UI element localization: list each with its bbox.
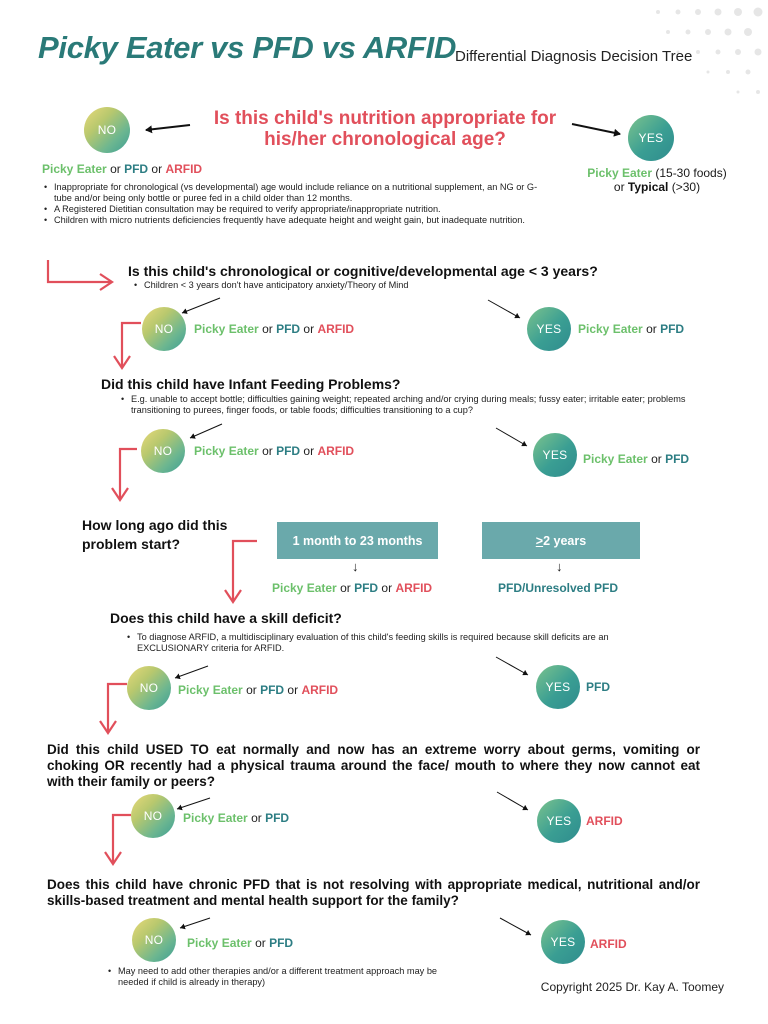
q1-no-result: Picky Eater or PFD or ARFID [42, 162, 203, 176]
q2-no-result: Picky Eater or PFD or ARFID [194, 322, 355, 336]
page-subtitle: Differential Diagnosis Decision Tree [455, 48, 693, 65]
note-item: • A Registered Dietitian consultation may be required to verify appropriate/inappropriate nutrition. [54, 204, 554, 215]
q7-no-result: Picky Eater or PFD [187, 936, 294, 950]
q1-yes-circle: YES [628, 115, 674, 161]
down-arrow-icon: ↓ [352, 559, 359, 574]
copyright: Copyright 2025 Dr. Kay A. Toomey [540, 980, 724, 994]
duration-option-1-23-months: 1 month to 23 months [277, 522, 438, 559]
note-item: • Children < 3 years don't have anticipatory anxiety/Theory of Mind [144, 280, 594, 291]
q5-no-circle: NO [127, 666, 171, 710]
q6-no-circle: NO [131, 794, 175, 838]
q6-yes-circle: YES [537, 799, 581, 843]
q5-yes-result: PFD [586, 680, 610, 694]
q6-no-result: Picky Eater or PFD [183, 811, 290, 825]
q2-yes-result: Picky Eater or PFD [578, 322, 685, 336]
q2-yes-circle: YES [527, 307, 571, 351]
q2-notes [130, 280, 594, 291]
q5-question: Does this child have a skill deficit? [110, 610, 342, 626]
q7-yes-circle: YES [541, 920, 585, 964]
q3-yes-result: Picky Eater or PFD [583, 452, 690, 466]
q5-notes [123, 632, 647, 654]
down-arrow-icon: ↓ [556, 559, 563, 574]
q6-yes-result: ARFID [586, 814, 623, 828]
note-item: • To diagnose ARFID, a multidisciplinary evaluation of this child's feeding skills is required because skill deficits are an EXCLUSIONARY criteria for ARFID. [137, 632, 647, 654]
q3-question: Did this child have Infant Feeding Problems? [101, 376, 401, 392]
note-item: • Inappropriate for chronological (vs developmental) age would include reliance on a nutritional supplement, an NG or G-tube and/or being only bottle or puree fed in a child older than 12 months. [54, 182, 554, 204]
q2-question: Is this child's chronological or cognitive/developmental age < 3 years? [128, 263, 598, 279]
q4-option1-result: Picky Eater or PFD or ARFID [272, 581, 433, 595]
page-title: Picky Eater vs PFD vs ARFID [38, 30, 457, 65]
q5-no-result: Picky Eater or PFD or ARFID [178, 683, 339, 697]
q1-question: Is this child's nutrition appropriate for his/her chronological age? [213, 108, 557, 150]
q1-notes [40, 182, 554, 226]
note-item: • E.g. unable to accept bottle; difficulties gaining weight; repeated arching and/or crying during meals; fussy eater; irritable eater; problems transitioning to purees, finger foods, or table foods; difficulties transitioning to a cup? [131, 394, 716, 416]
q3-notes [117, 394, 716, 416]
note-item: • Children with micro nutrients deficiencies frequently have adequate height and weight gain, but inadequate nutrition. [54, 215, 554, 226]
q7-notes [104, 966, 468, 988]
q6-question: Did this child USED TO eat normally and now has an extreme worry about germs, vomiting or choking OR recently had a physical trauma around the face/ mouth to where they now cannot eat with their family or peers? [47, 742, 700, 789]
q3-no-circle: NO [141, 429, 185, 473]
q3-no-result: Picky Eater or PFD or ARFID [194, 444, 355, 458]
q1-yes-result: Picky Eater (15-30 foods) or Typical (>30) [587, 166, 727, 194]
note-item: • May need to add other therapies and/or a different treatment approach may be needed if child is already in therapy) [118, 966, 468, 988]
q2-no-circle: NO [142, 307, 186, 351]
q4-option2-result: PFD/Unresolved PFD [498, 581, 619, 595]
q1-no-circle: NO [84, 107, 130, 153]
q4-question: How long ago did this problem start? [82, 517, 228, 552]
q7-question: Does this child have chronic PFD that is not resolving with appropriate medical, nutritional and/or skills-based treatment and mental health support for the family? [47, 877, 700, 908]
q7-yes-result: ARFID [590, 937, 627, 951]
duration-option-2-years: > 2 years [482, 522, 640, 559]
q5-yes-circle: YES [536, 665, 580, 709]
q7-no-circle: NO [132, 918, 176, 962]
q3-yes-circle: YES [533, 433, 577, 477]
